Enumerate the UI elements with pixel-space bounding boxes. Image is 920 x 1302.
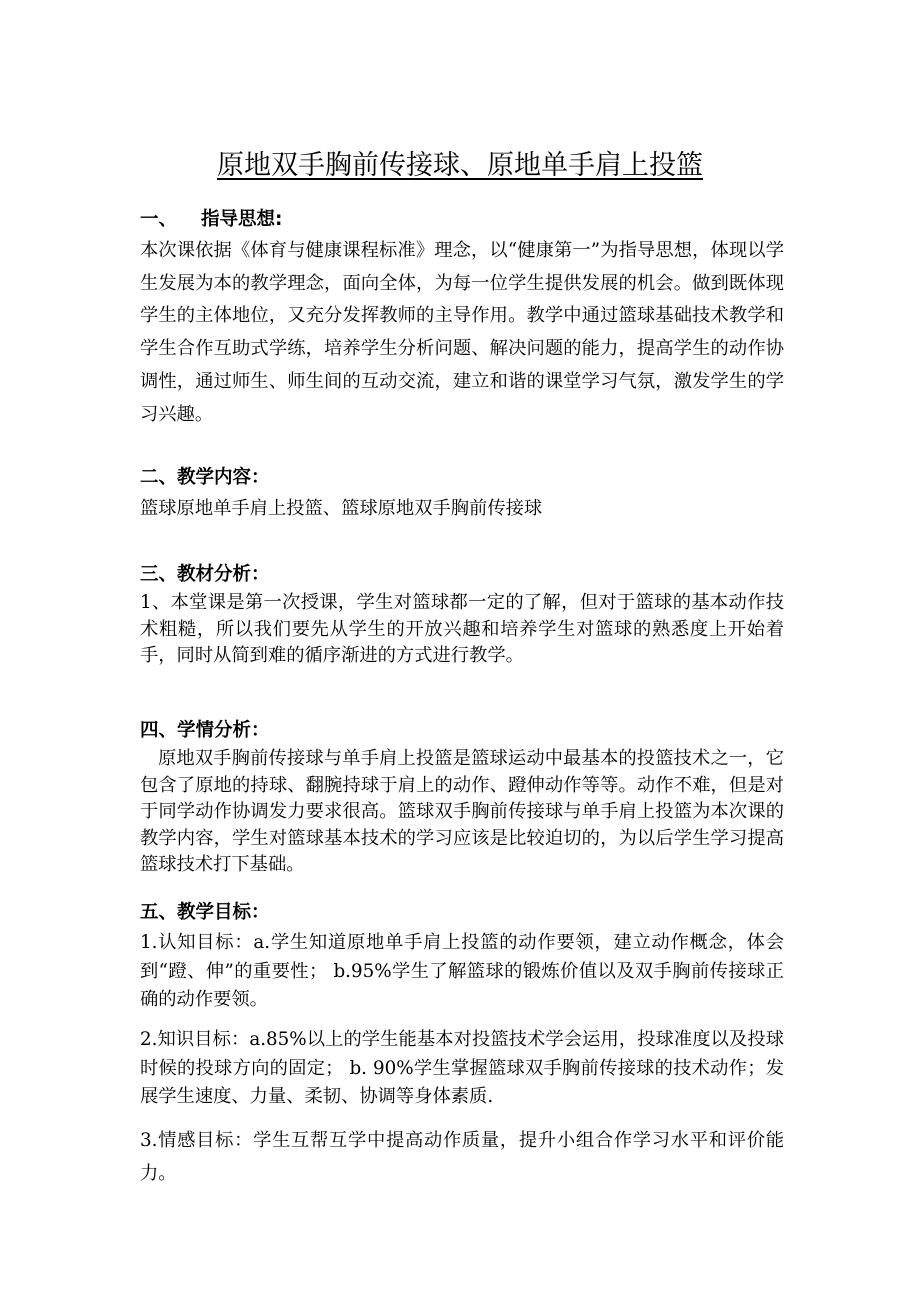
section-heading-learner-analysis: 四、学情分析： [140,720,270,741]
section-title: 指导思想: [201,209,283,230]
document-title [0,146,920,186]
section-body-material-analysis: 1、本堂课是第一次授课，学生对篮球都一定的了解，但对于篮球的基本动作技术粗糙，所以我们要先从学生的开放兴趣和培养学生对篮球的熟悉度上开始着手，同时从简到难的循序渐进的方式进行教学。 [140,592,784,666]
section-heading-guiding-ideology [140,205,790,235]
section-heading-teaching-content: 二、教学内容： [140,467,270,488]
section-body-guiding-ideology: 本次课依据《体育与健康课程标准》理念，以“健康第一”为指导思想，体现以学生发展为本的教学理念，面向全体，为每一位学生提供发展的机会。做到既体现学生的主体地位，又充分发挥教师的主导作用。教学中通过篮球基础技术教学和学生合作互助式学练，培养学生分析问题、解决问题的能力，提高学生的动作协调性，通过师生、师生间的互动交流，建立和谐的课堂学习气氛，激发学生的学习兴趣。 [140,240,784,425]
goal-knowledge: 2.知识目标：a.85%以上的学生能基本对投篮技术学会运用，投球准度以及投球时候的投球方向的固定； b. 90%学生掌握篮球双手胸前传接球的技术动作；发展学生速度、力量、柔韧、协调等身体素质. [140,1029,784,1107]
goal-cognitive: 1.认知目标：a.学生知道原地单手肩上投篮的动作要领，建立动作概念，体会到“蹬、伸”的重要性； b.95%学生了解篮球的锻炼价值以及双手胸前传接球正确的动作要领。 [140,932,784,1010]
document-title-text: 原地双手胸前传接球、原地单手肩上投篮 [217,150,703,181]
goal-emotional: 3.情感目标：学生互帮互学中提高动作质量，提升小组合作学习水平和评价能力。 [140,1130,784,1184]
section-heading-teaching-goals: 五、教学目标： [140,902,270,923]
section-body-learner-analysis: 原地双手胸前传接球与单手肩上投篮是篮球运动中最基本的投篮技术之一，它包含了原地的持球、翻腕持球于肩上的动作、蹬伸动作等等。动作不难，但是对于同学动作协调发力要求很高。篮球双手胸前传接球与单手肩上投篮为本次课的教学内容，学生对篮球基本技术的学习应该是比较迫切的，为以后学生学习提高篮球技术打下基础。 [140,748,784,875]
section-number: 一、 [140,209,178,230]
section-heading-material-analysis: 三、教材分析： [140,564,270,585]
section-body-teaching-content: 篮球原地单手肩上投篮、篮球原地双手胸前传接球 [140,498,543,519]
